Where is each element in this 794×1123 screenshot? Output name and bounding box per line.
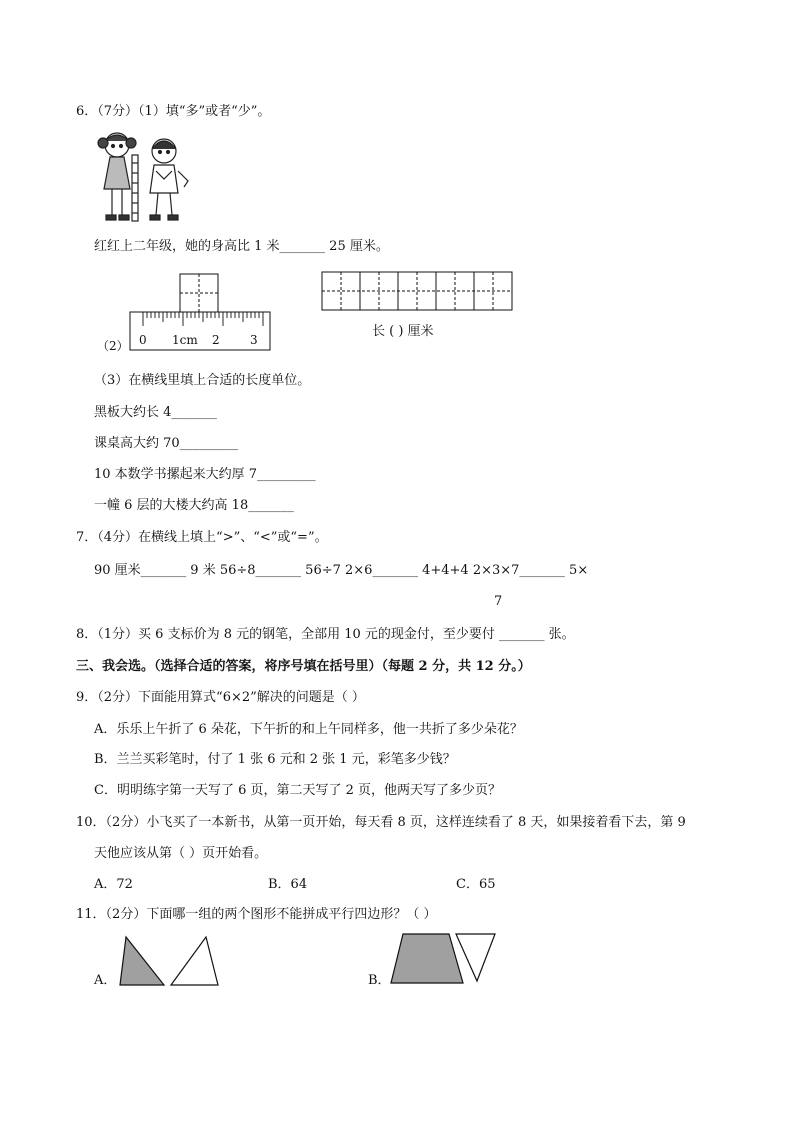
q11-shapes-a: [115, 935, 225, 987]
q6-item-1: 黑板大约长 4_______: [94, 405, 217, 420]
grid-rectangle: [321, 271, 514, 313]
ruler-label-0: 0: [139, 333, 147, 347]
section3-title: 三、我会选。（选择合适的答案，将序号填在括号里）（每题 2 分，共 12 分。）: [76, 659, 531, 674]
gray-triangle-shape: [120, 937, 164, 985]
q10-header-2: 天他应该从第（ ）页开始看。: [94, 846, 268, 861]
q7-wrap: 7: [494, 594, 503, 609]
white-triangle-shape: [171, 937, 218, 985]
q8-line: 8．（1分）买 6 支标价为 8 元的钢笔，全部用 10 元的现金付，至少要付 _______ 张。: [76, 627, 575, 642]
ruler-label-1cm: 1cm: [172, 333, 198, 347]
ruler-label-2: 2: [212, 333, 220, 347]
q10-option-a: A．72: [94, 877, 133, 892]
q6-line1: 红红上二年级，她的身高比 1 米_______ 25 厘米。: [94, 239, 389, 254]
q10-header: 10．（2分）小飞买了一本新书，从第一页开始，每天看 8 页，这样连续看了 8 天，如果接着看下去，第 9: [76, 815, 686, 830]
q9-option-b: B．兰兰买彩笔时，付了 1 张 6 元和 2 张 1 元，彩笔多少钱？: [94, 752, 456, 767]
part2-label: （2）: [97, 339, 129, 353]
q11-shapes-b: [389, 931, 499, 985]
ruler-figure: [94, 270, 284, 356]
q10-option-c: C．65: [456, 877, 496, 892]
rect-caption: 长 ( ) 厘米: [372, 324, 434, 339]
q7-line: 90 厘米_______ 9 米 56÷8_______ 56÷7 2×6_______ 4+4+4 2×3×7_______ 5×: [94, 563, 589, 578]
q6-part3: （3）在横线里填上合适的长度单位。: [94, 373, 311, 388]
gray-trapezoid-shape: [391, 934, 463, 983]
q6-item-4: 一幢 6 层的大楼大约高 18_______: [94, 498, 294, 513]
q7-header: 7．（4分）在横线上填上“>”、“<”或“=”。: [76, 530, 328, 545]
q10-option-b: B．64: [268, 877, 308, 892]
ruler-label-3: 3: [250, 333, 258, 347]
inverted-triangle-shape: [456, 934, 495, 981]
children-illustration: [92, 127, 202, 227]
q9-option-a: A．乐乐上午折了 6 朵花，下午折的和上午同样多，他一共折了多少朵花？: [94, 722, 523, 737]
q9-option-c: C．明明练字第一天写了 6 页，第二天写了 2 页，他两天写了多少页？: [94, 783, 502, 798]
q6-item-3: 10 本数学书摞起来大约厚 7_________: [94, 467, 316, 482]
q11-header: 11．（2分）下面哪一组的两个图形不能拼成平行四边形？（ ）: [76, 907, 437, 922]
q6-header: 6．（7分）（1）填“多”或者“少”。: [76, 104, 271, 119]
q9-header: 9．（2分）下面能用算式“6×2”解决的问题是（ ）: [76, 690, 365, 705]
q6-item-2: 课桌高大约 70_________: [94, 436, 239, 451]
q11-option-b: B．: [368, 973, 391, 988]
q11-option-a: A．: [94, 973, 117, 988]
